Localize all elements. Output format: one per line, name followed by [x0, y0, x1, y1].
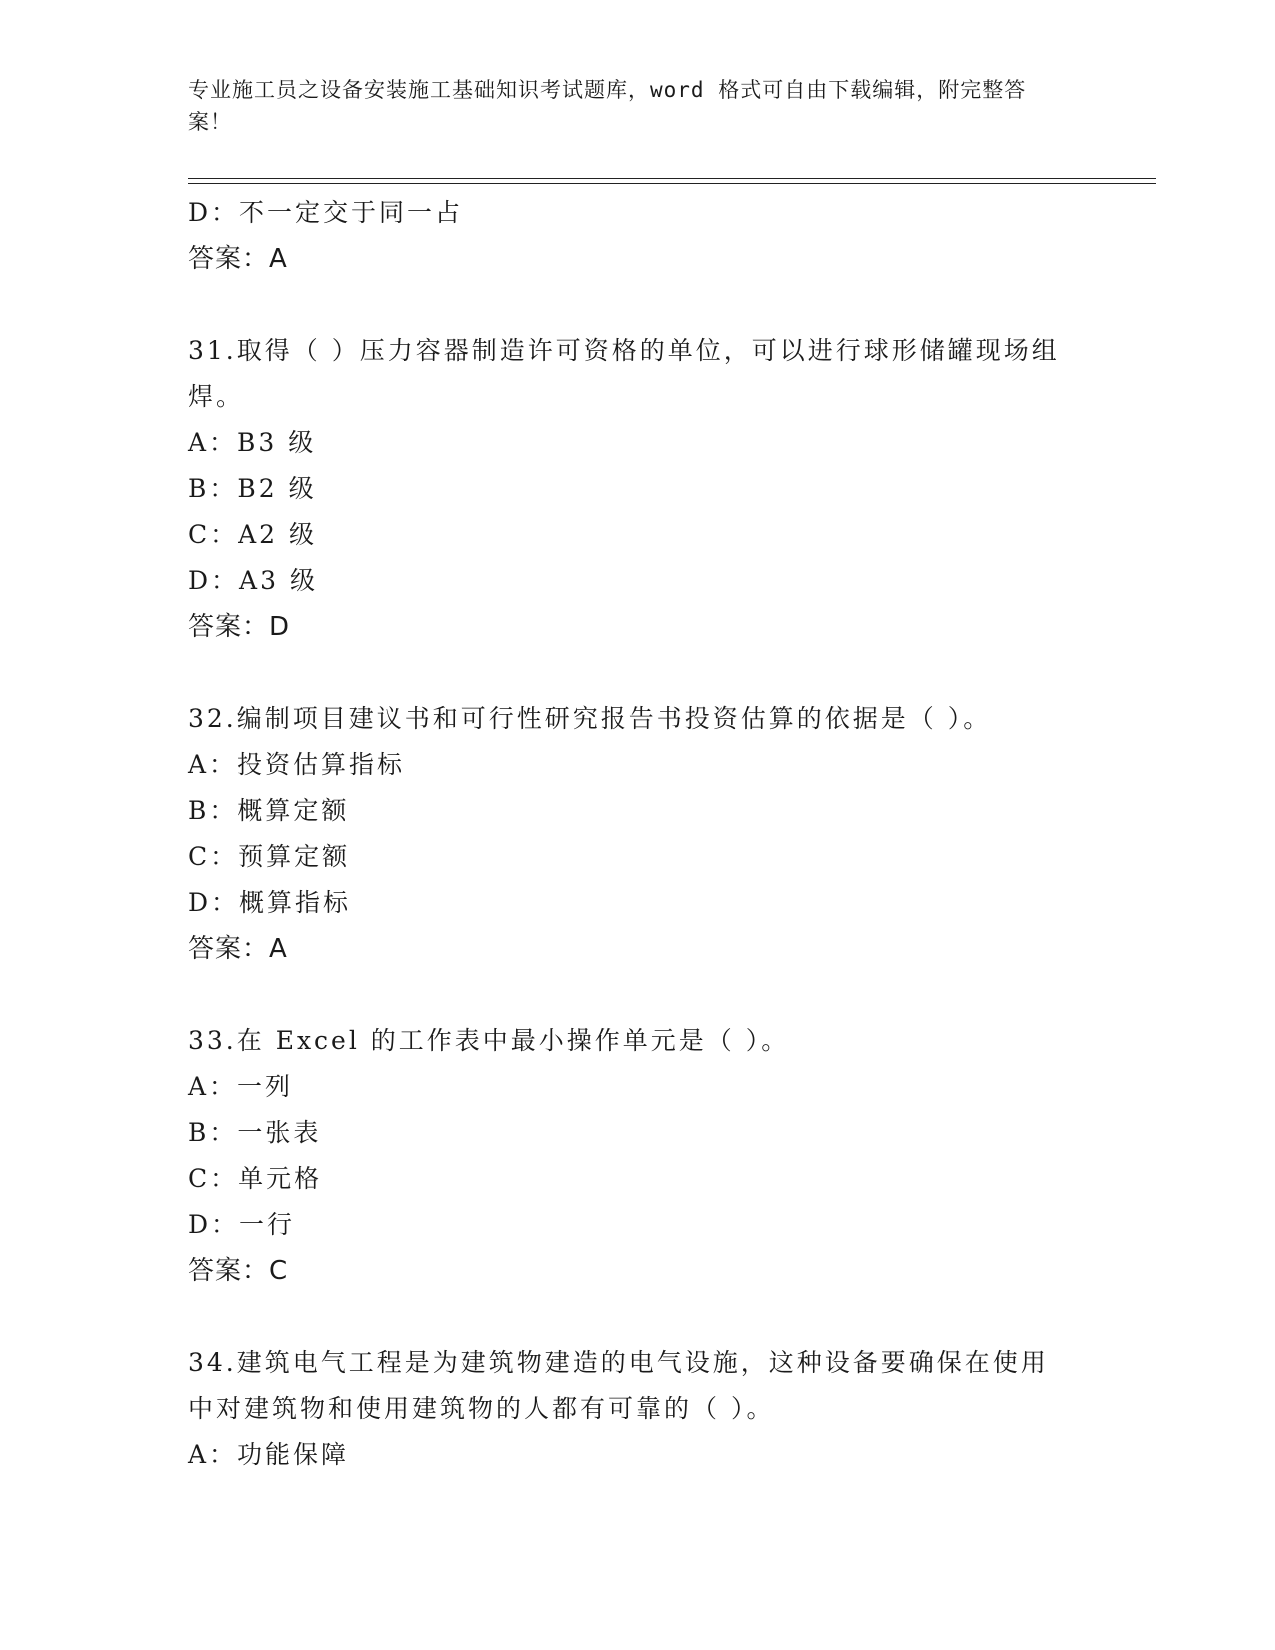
option-c: C：单元格 — [188, 1164, 323, 1193]
option-c: C：A2 级 — [188, 520, 318, 549]
option-a: A：B3 级 — [188, 428, 317, 457]
answer: 答案：A — [188, 934, 288, 964]
document-header: 专业施工员之设备安装施工基础知识考试题库，word 格式可自由下载编辑，附完整答案！ — [188, 78, 1027, 134]
question-34 — [188, 1340, 1088, 1478]
option-d: D：不一定交于同一占 — [188, 198, 464, 227]
option-b: B：概算定额 — [188, 796, 350, 825]
option-d: D：A3 级 — [188, 566, 318, 595]
option-d: D：概算指标 — [188, 888, 352, 917]
question-32 — [188, 696, 1088, 972]
header-rule-top — [188, 178, 1156, 179]
answer: 答案：A — [188, 244, 288, 274]
question-stem: 34.建筑电气工程是为建筑物建造的电气设施，这种设备要确保在使用中对建筑物和使用建筑物的人都有可靠的（ ）。 — [188, 1348, 1049, 1423]
question-stem: 33.在 Excel 的工作表中最小操作单元是（ ）。 — [188, 1026, 790, 1055]
option-a: A：功能保障 — [188, 1440, 350, 1469]
header-rule-bottom — [188, 183, 1156, 184]
option-b: B：一张表 — [188, 1118, 322, 1147]
question-30 — [188, 190, 1088, 282]
question-stem: 31.取得（ ）压力容器制造许可资格的单位，可以进行球形储罐现场组焊。 — [188, 336, 1060, 411]
question-31 — [188, 328, 1088, 650]
option-d: D：一行 — [188, 1210, 296, 1239]
answer: 答案：C — [188, 1256, 289, 1286]
option-b: B：B2 级 — [188, 474, 317, 503]
answer: 答案：D — [188, 612, 291, 642]
question-33 — [188, 1018, 1088, 1294]
option-c: C：预算定额 — [188, 842, 351, 871]
option-a: A：投资估算指标 — [188, 750, 406, 779]
question-stem: 32.编制项目建议书和可行性研究报告书投资估算的依据是（ ）。 — [188, 704, 992, 733]
option-a: A：一列 — [188, 1072, 294, 1101]
question-list — [188, 190, 1088, 1478]
